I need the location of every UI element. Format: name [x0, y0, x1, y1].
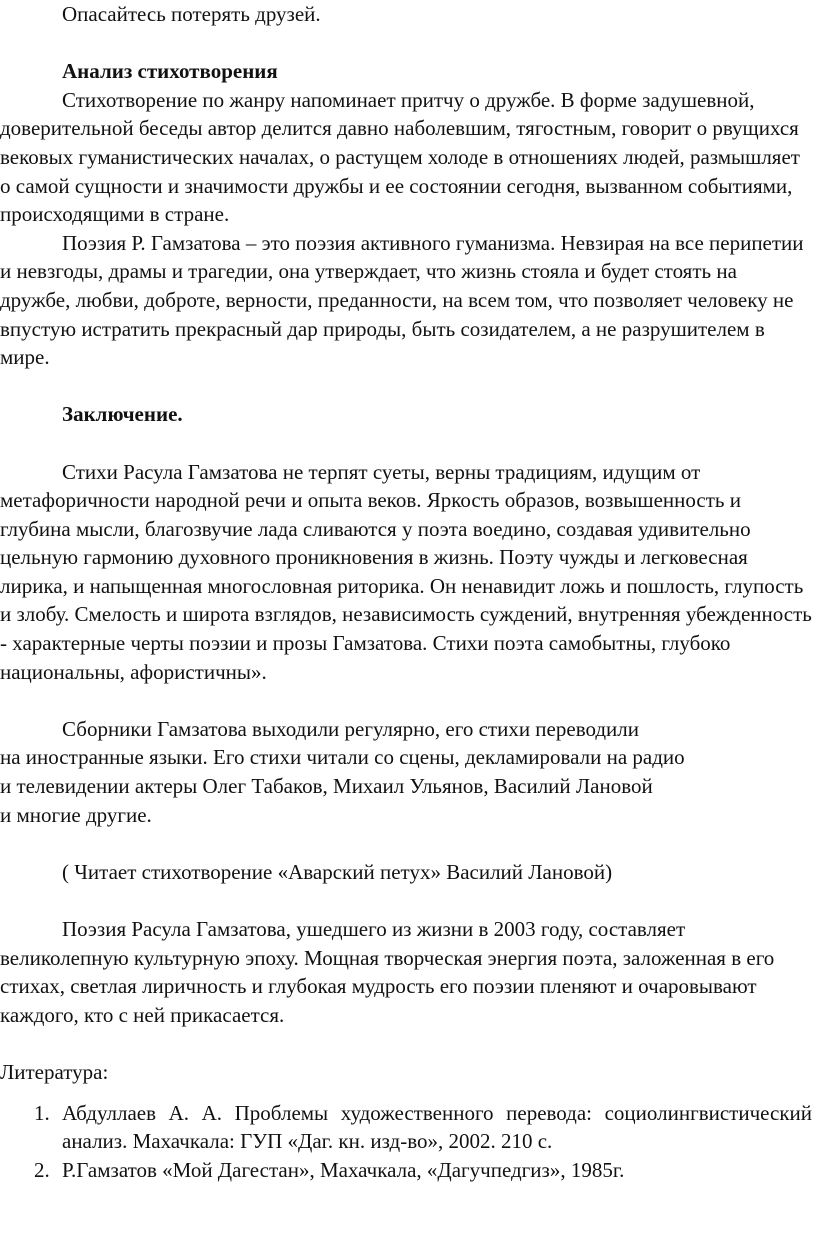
literature-item-text: Р.Гамзатов «Мой Дагестан», Махачкала, «Дагучпедгиз», 1985г.	[62, 1157, 625, 1182]
analysis-paragraph-1: Стихотворение по жанру напоминает притчу о дружбе. В форме задушевной, доверительной беседы автор делится давно наболевшим, тягостным, говорит о рвущихся вековых гуманистических началах, о растущем холоде в отношениях людей, размышляет о самой сущности и значимости дружбы и ее состоянии сегодня, вызванном событиями, происходящими в стране.	[0, 87, 800, 227]
list-number: 1.	[34, 1100, 50, 1125]
spacer	[0, 372, 812, 401]
literature-title: Литература:	[0, 1059, 109, 1084]
analysis-heading: Анализ стихотворения	[62, 59, 278, 84]
literature-item	[0, 1099, 812, 1156]
analysis-paragraph-2: Поэзия Р. Гамзатова – это поэзия активного гуманизма. Невзирая на все перипетии и невзгоды, драмы и трагедии, она утверждает, что жизнь стояла и будет стоять на дружбе, любви, доброте, верности, преданности, на всем том, что позволяет человеку не впустую истратить прекрасный дар природы, быть созидателем, а не разрушителем в мире.	[0, 230, 804, 370]
collections-line-3: и телевидении актеры Олег Табаков, Михаил Ульянов, Василий Лановой	[0, 774, 653, 799]
spacer	[0, 686, 812, 715]
spacer	[0, 1087, 812, 1099]
spacer	[0, 429, 812, 458]
spacer	[0, 886, 812, 915]
collections-paragraph	[0, 715, 812, 829]
collections-line-4: и многие другие.	[0, 802, 152, 827]
opening-line: Опасайтесь потерять друзей.	[62, 2, 321, 26]
reading-note: ( Читает стихотворение «Аварский петух» Василий Лановой)	[62, 859, 613, 884]
spacer	[0, 1029, 812, 1058]
conclusion-heading: Заключение.	[62, 402, 183, 427]
spacer	[0, 29, 812, 58]
final-paragraph: Поэзия Расула Гамзатова, ушедшего из жизни в 2003 году, составляет великолепную культурную эпоху. Мощная творческая энергия поэта, заложенная в его стихах, светлая лиричность и глубокая мудрость его поэзии пленяют и очаровывают каждого, кто с ней прикасается.	[0, 917, 775, 1027]
list-number: 2.	[34, 1157, 50, 1182]
literature-item	[0, 1156, 812, 1185]
literature-item-text: Абдуллаев А. А. Проблемы художественного перевода: социолингвистический анализ. Махачкала: ГУП «Даг. кн. изд-во», 2002. 210 с.	[62, 1100, 812, 1154]
spacer	[0, 829, 812, 858]
conclusion-paragraph: Стихи Расула Гамзатова не терпят суеты, верны традициям, идущим от метафоричности народной речи и опыта веков. Яркость образов, возвышенность и глубина мысли, благозвучие лада сливаются у поэта воедино, создавая удивительно цельную гармонию духовного проникновения в жизнь. Поэту чужды и легковесная лирика, и напыщенная многословная риторика. Он ненавидит ложь и пошлость, глупость и злобу. Смелость и широта взглядов, независимость суждений, внутренняя убежденность - характерные черты поэзии и прозы Гамзатова. Стихи поэта самобытны, глубоко национальны, афористичны».	[0, 459, 812, 684]
literature-list	[0, 1099, 812, 1185]
collections-line-2: на иностранные языки. Его стихи читали со сцены, декламировали на радио	[0, 745, 685, 770]
collections-line-1: Сборники Гамзатова выходили регулярно, его стихи переводили	[62, 716, 639, 741]
